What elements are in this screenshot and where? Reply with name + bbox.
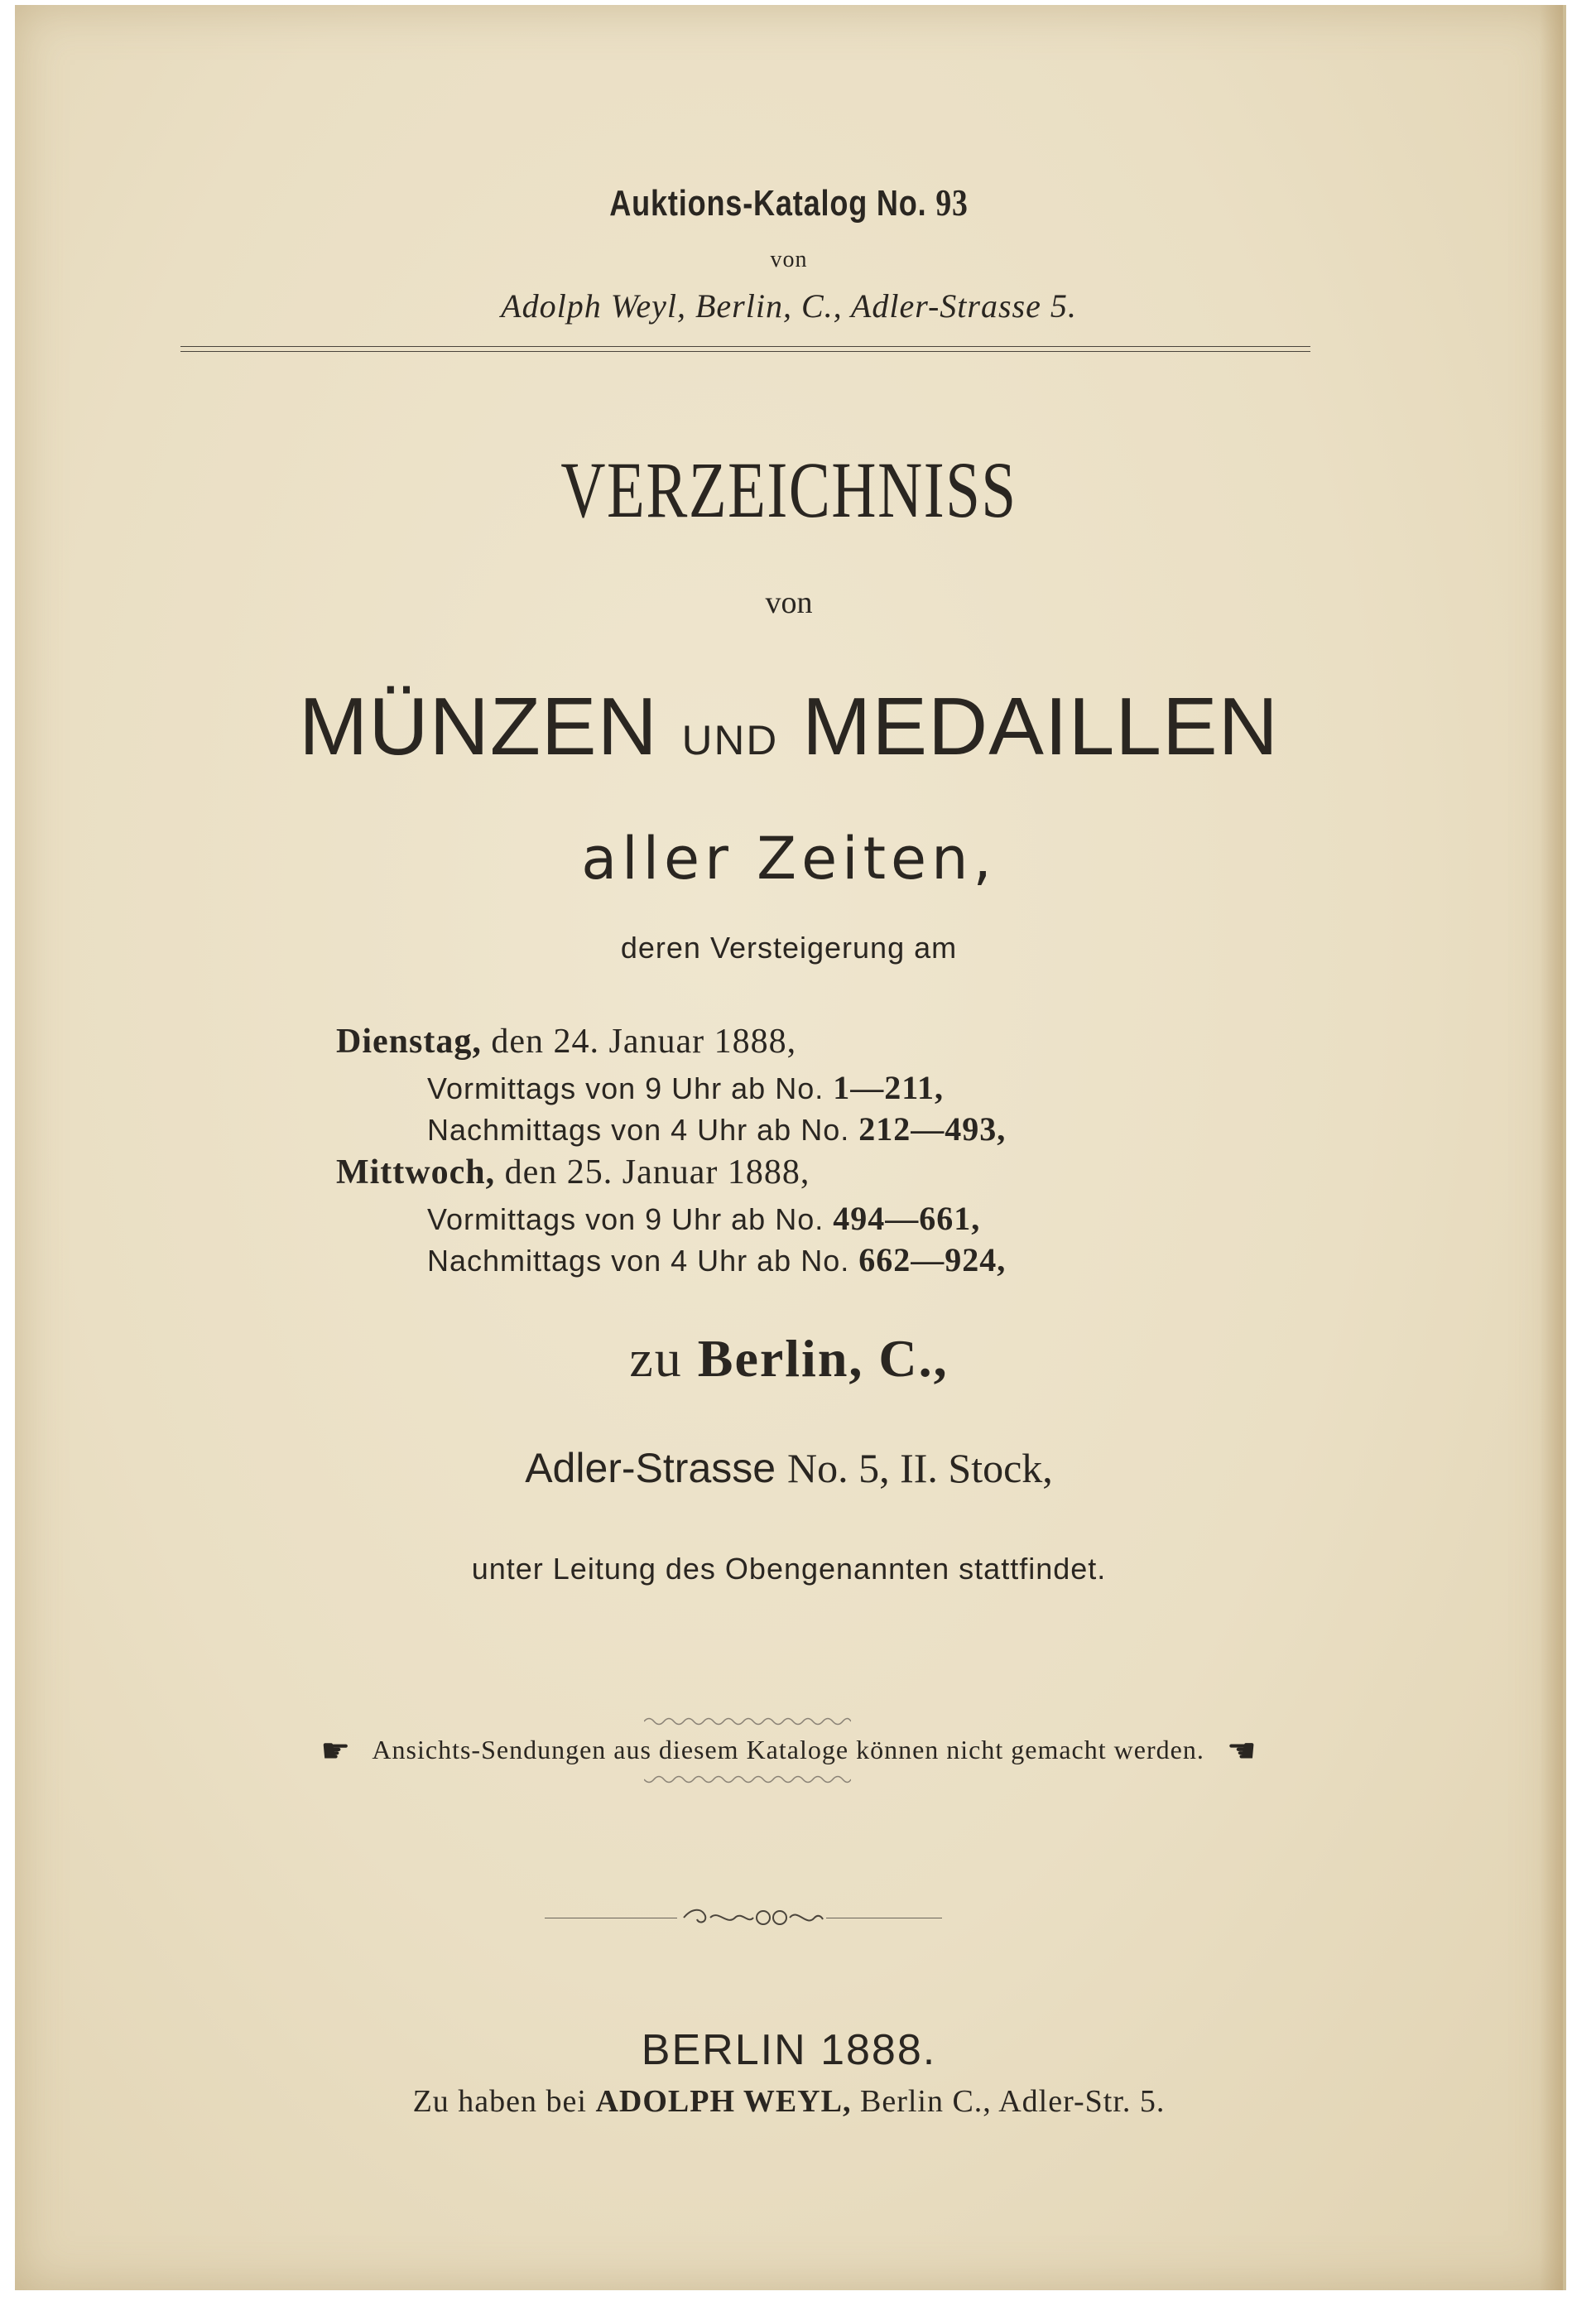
day-1-date: 24. Januar 1888, (553, 1023, 797, 1061)
of-word: von (765, 585, 813, 620)
auction-intro: deren Versteigerung am (620, 931, 958, 965)
show-through-texture (478, 369, 486, 404)
lot-range: 662—924, (858, 1241, 1007, 1278)
scroll-ornament (677, 1901, 826, 1934)
location-prefix: zu (629, 1329, 683, 1388)
pointing-hand-right-icon: ☛ (320, 1732, 352, 1770)
session-2-morning (427, 1199, 980, 1238)
seller-address: Berlin C., Adler-Str. 5. (859, 2084, 1166, 2119)
day-2-date: 25. Januar 1888, (566, 1153, 810, 1191)
page-edge-shading (1540, 5, 1563, 2290)
address-street: Adler-Strasse (525, 1445, 776, 1491)
sale-prefix: Zu haben bei (412, 2084, 587, 2119)
session-text: Vormittags von 9 Uhr ab No. (427, 1202, 824, 1236)
all-ages-subtitle: aller Zeiten, (581, 825, 997, 893)
coins-and-medals-title (0, 680, 1579, 773)
catalog-number: 93 (935, 181, 969, 224)
day-2-date-prefix: den (504, 1153, 558, 1191)
medals-word: MEDAILLEN (802, 681, 1279, 772)
pointing-hand-left-icon: ☚ (1226, 1732, 1257, 1770)
lot-range: 1—211, (833, 1069, 945, 1106)
by-word: von (770, 247, 808, 272)
publisher-line: Adolph Weyl, Berlin, C., Adler-Strasse 5. (501, 287, 1077, 325)
lot-range: 494—661, (833, 1200, 981, 1237)
auction-direction: unter Leitung des Obengenannten stattfindet. (471, 1552, 1107, 1586)
session-text: Nachmittags von 4 Uhr ab No. (427, 1244, 850, 1278)
main-heading: VERZEICHNISS (560, 445, 1017, 534)
session-1-afternoon (427, 1110, 1006, 1148)
catalog-title-page (15, 5, 1566, 2290)
wavy-ornament-top (644, 1716, 851, 1727)
lot-range: 212—493, (858, 1110, 1007, 1148)
day-1-name: Dienstag, (336, 1023, 482, 1061)
notice-text: Ansichts-Sendungen aus diesem Kataloge können nicht gemacht werden. (372, 1735, 1204, 1764)
location-city: Berlin, C., (697, 1329, 949, 1388)
notice-line (15, 1732, 1563, 1770)
imprint-sale-line (15, 2083, 1563, 2120)
auction-day-1 (336, 1022, 796, 1061)
session-1-morning (427, 1068, 944, 1107)
catalog-label: Auktions-Katalog No. (609, 183, 927, 224)
and-word: UND (681, 717, 779, 763)
session-2-afternoon (427, 1240, 1006, 1279)
auction-day-2 (336, 1153, 810, 1192)
day-1-date-prefix: den (491, 1023, 544, 1061)
session-text: Nachmittags von 4 Uhr ab No. (427, 1113, 850, 1147)
address-number: No. 5, II. Stock, (786, 1445, 1053, 1491)
auction-address (15, 1444, 1563, 1492)
auction-location (15, 1328, 1563, 1389)
coins-word: MÜNZEN (299, 681, 658, 772)
day-2-name: Mittwoch, (336, 1153, 496, 1191)
session-text: Vormittags von 9 Uhr ab No. (427, 1071, 824, 1105)
wavy-ornament-bottom (644, 1774, 851, 1785)
imprint-city-year: BERLIN 1888. (641, 2026, 937, 2074)
double-rule-divider (180, 346, 1310, 352)
seller-name: ADOLPH WEYL, (595, 2084, 852, 2119)
catalog-title (154, 181, 1423, 224)
